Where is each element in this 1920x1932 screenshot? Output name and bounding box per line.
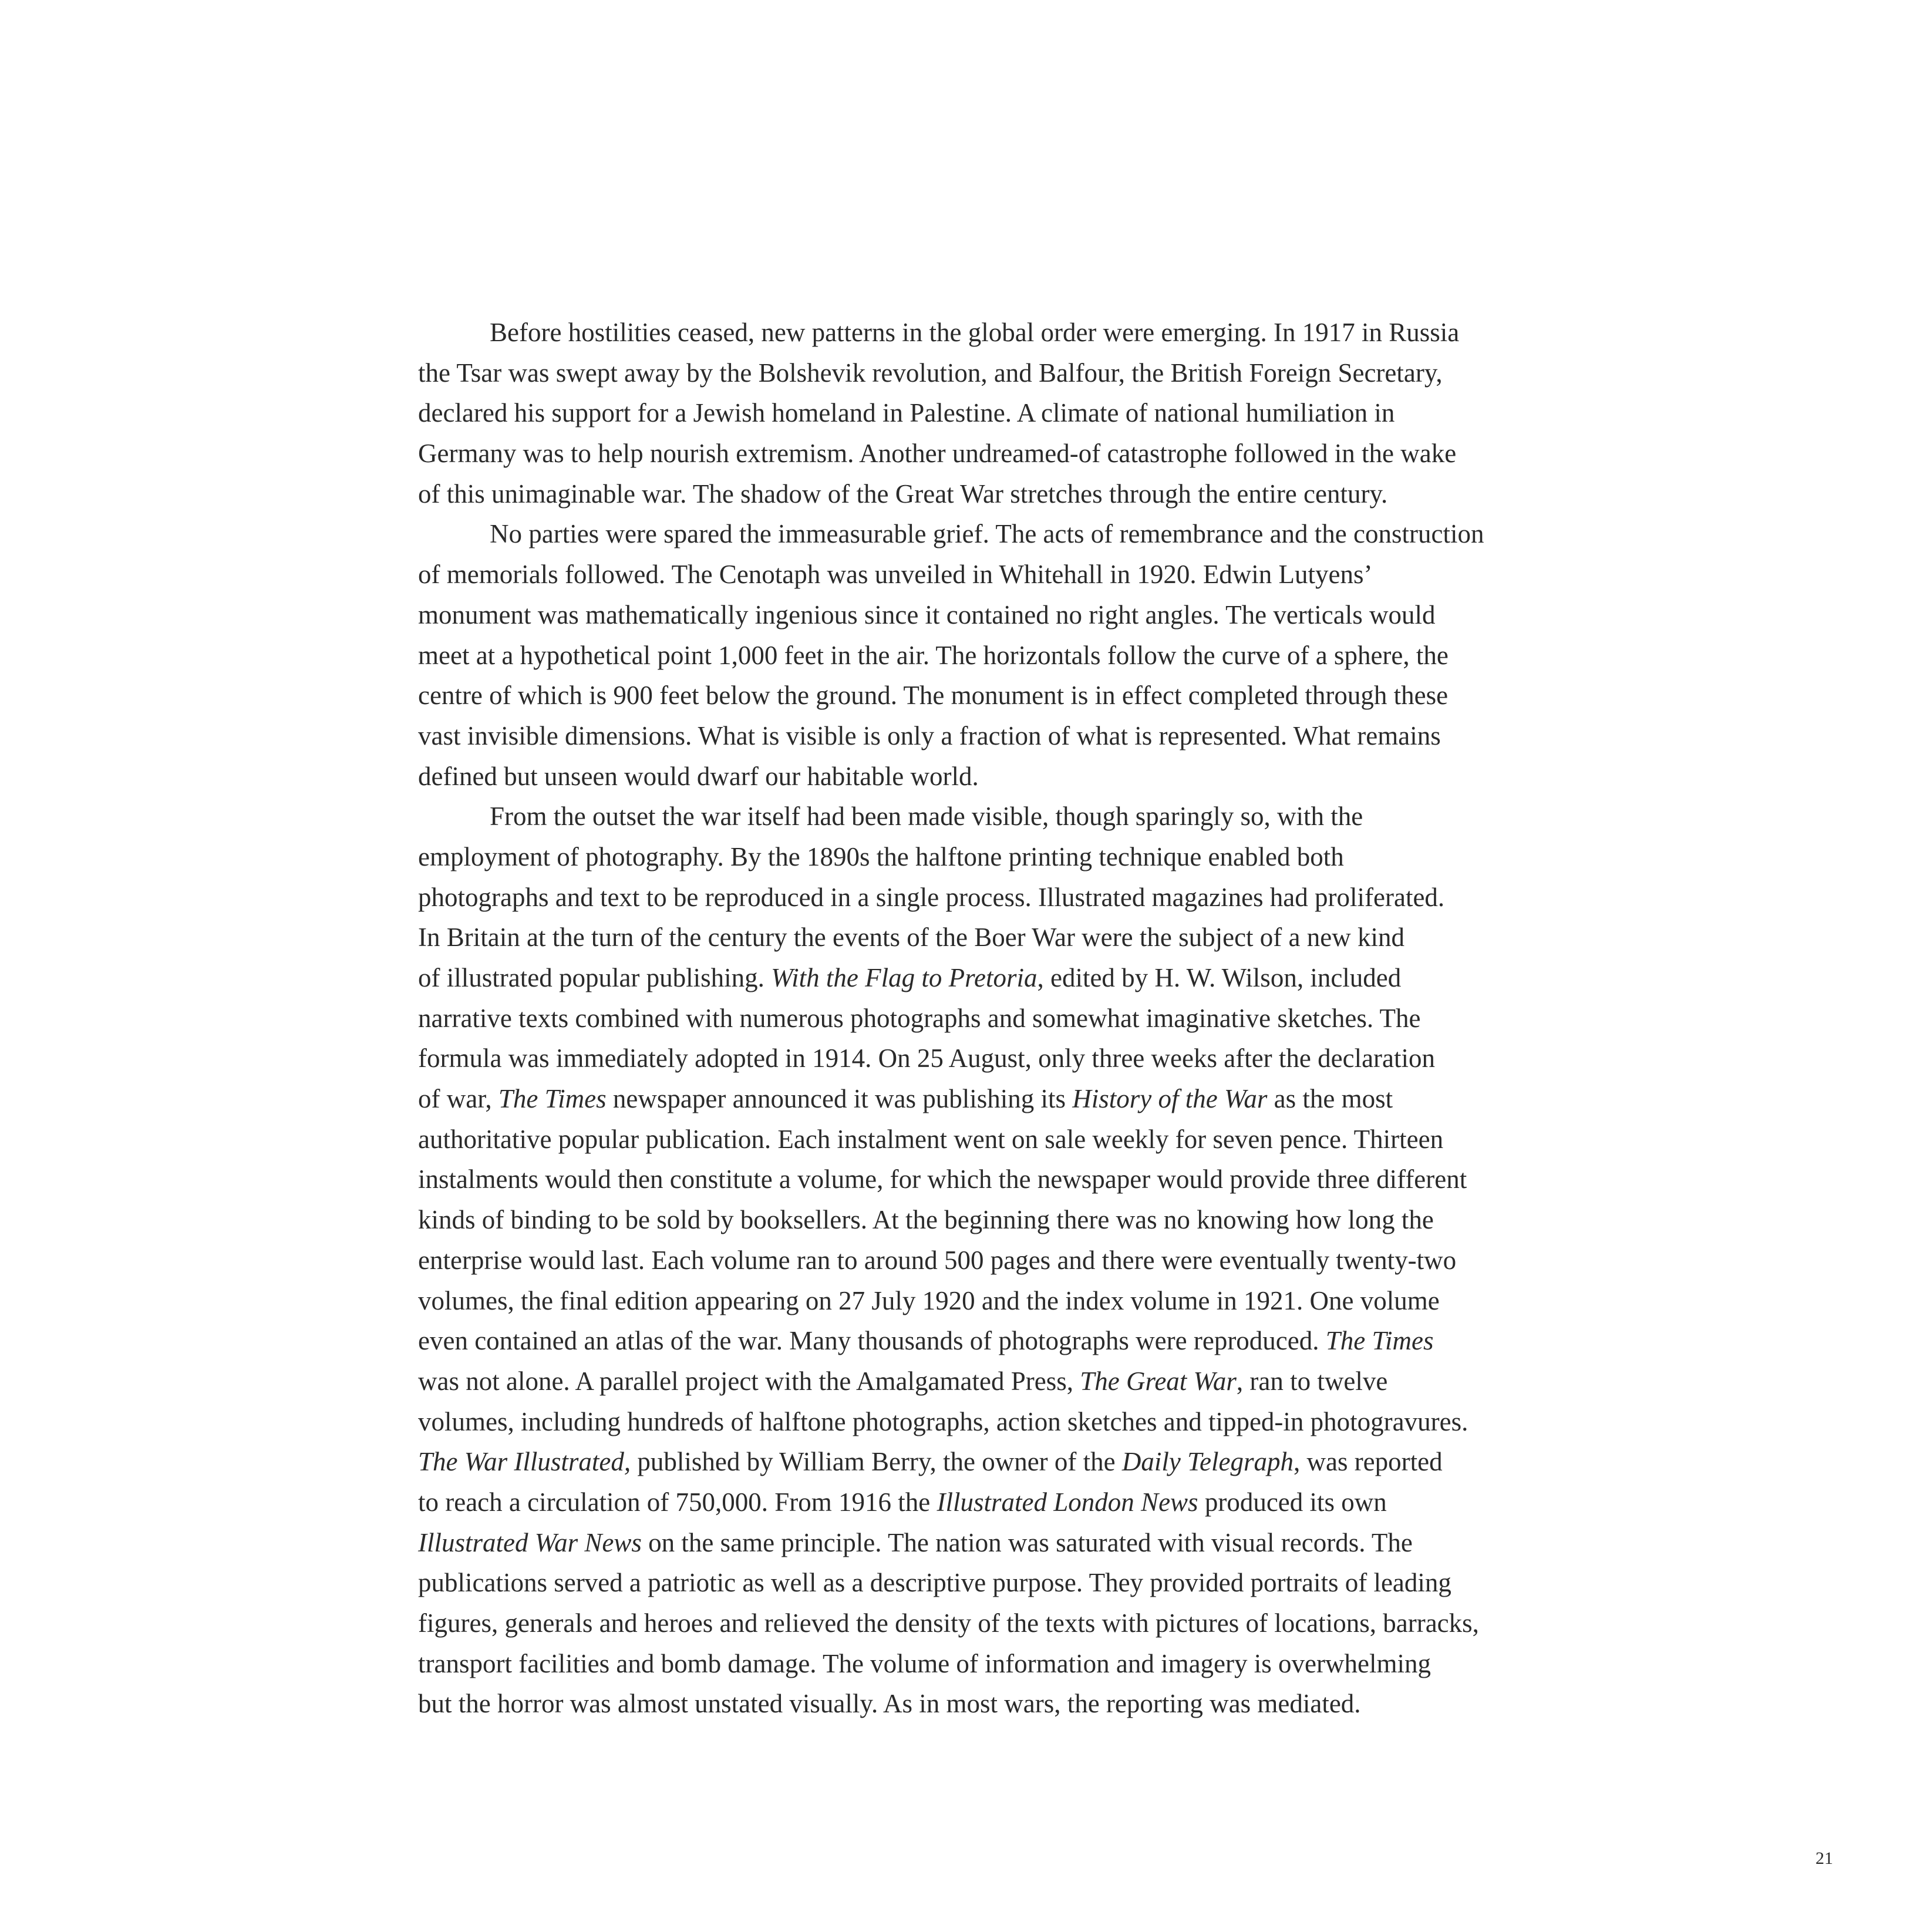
text-line: [418, 1321, 1569, 1361]
text-line: [418, 998, 1569, 1039]
text-line: [418, 796, 1569, 837]
text-segment: produced its own: [1198, 1487, 1387, 1517]
text-segment: even contained an atlas of the war. Many thousands of photographs were reproduced.: [418, 1326, 1326, 1356]
text-segment: of war,: [418, 1084, 498, 1114]
text-segment: formula was immediately adopted in 1914. On 25 August, only three weeks after the declaration: [418, 1044, 1436, 1073]
text-segment: vast invisible dimensions. What is visible is only a fraction of what is represented. What remains: [418, 721, 1441, 750]
text-segment: but the horror was almost unstated visually. As in most wars, the reporting was mediated.: [418, 1689, 1361, 1719]
text-segment: monument was mathematically ingenious since it contained no right angles. The verticals would: [418, 600, 1436, 630]
text-segment: volumes, including hundreds of halftone photographs, action sketches and tipped-in photogravures.: [418, 1406, 1468, 1436]
text-line: [418, 1079, 1569, 1119]
text-line: [418, 514, 1569, 554]
italic-title: The War Illustrated,: [418, 1447, 631, 1477]
text-segment: to reach a circulation of 750,000. From 1916 the: [418, 1487, 937, 1517]
text-line: [418, 1523, 1569, 1563]
text-line: [418, 1361, 1569, 1402]
text-segment: From the outset the war itself had been made visible, though sparingly so, with the: [490, 802, 1363, 832]
text-segment: published by William Berry, the owner of the: [631, 1447, 1122, 1477]
text-segment: of memorials followed. The Cenotaph was unveiled in Whitehall in 1920. Edwin Lutyens’: [418, 560, 1373, 590]
text-line: [418, 595, 1569, 635]
text-segment: was not alone. A parallel project with the Amalgamated Press,: [418, 1366, 1080, 1396]
text-line: [418, 756, 1569, 797]
text-line: [418, 1442, 1569, 1482]
page-number: 21: [1815, 1849, 1833, 1868]
text-line: [418, 554, 1569, 595]
italic-title: The Times: [498, 1084, 607, 1114]
italic-title: Daily Telegraph: [1121, 1447, 1294, 1477]
text-segment: enterprise would last. Each volume ran to around 500 pages and there were eventually twenty-two: [418, 1245, 1457, 1275]
text-line: [418, 716, 1569, 756]
text-segment: Germany was to help nourish extremism. Another undreamed-of catastrophe followed in the wake: [418, 439, 1457, 469]
italic-title: The Great War: [1080, 1366, 1237, 1396]
text-segment: , ran to twelve: [1236, 1366, 1388, 1396]
body-text: [418, 312, 1569, 1724]
text-segment: In Britain at the turn of the century the events of the Boer War were the subject of a new kind: [418, 923, 1404, 952]
text-line: [418, 917, 1569, 958]
text-segment: authoritative popular publication. Each instalment went on sale weekly for seven pence. Thirteen: [418, 1124, 1444, 1154]
text-line: [418, 1281, 1569, 1321]
text-line: [418, 1240, 1569, 1281]
text-segment: of this unimaginable war. The shadow of the Great War stretches through the entire century.: [418, 479, 1388, 509]
text-segment: transport facilities and bomb damage. The volume of information and imagery is overwhelming: [418, 1648, 1431, 1678]
text-segment: instalments would then constitute a volume, for which the newspaper would provide three different: [418, 1164, 1467, 1194]
text-segment: figures, generals and heroes and relieved the density of the texts with pictures of locations, barracks,: [418, 1608, 1479, 1638]
text-segment: Before hostilities ceased, new patterns in the global order were emerging. In 1917 in Russia: [490, 318, 1460, 347]
text-segment: declared his support for a Jewish homeland in Palestine. A climate of national humiliation in: [418, 398, 1395, 428]
italic-title: Illustrated London News: [937, 1487, 1198, 1517]
text-line: [418, 837, 1569, 877]
text-segment: , edited by H. W. Wilson, included: [1037, 963, 1402, 992]
text-line: [418, 1563, 1569, 1603]
text-line: [418, 393, 1569, 433]
text-line: [418, 1159, 1569, 1200]
text-line: [418, 1038, 1569, 1079]
text-segment: of illustrated popular publishing.: [418, 963, 772, 992]
text-segment: centre of which is 900 feet below the ground. The monument is in effect completed through these: [418, 681, 1449, 711]
italic-title: With the Flag to Pretoria: [771, 963, 1038, 992]
text-segment: on the same principle. The nation was saturated with visual records. The: [641, 1527, 1413, 1557]
text-segment: newspaper announced it was publishing its: [606, 1084, 1073, 1114]
text-line: [418, 1603, 1569, 1644]
text-line: [418, 353, 1569, 393]
text-line: [418, 1200, 1569, 1240]
text-segment: as the most: [1267, 1084, 1393, 1114]
text-segment: volumes, the final edition appearing on 27 July 1920 and the index volume in 1921. One volume: [418, 1285, 1440, 1315]
text-line: [418, 1119, 1569, 1160]
text-line: [418, 474, 1569, 514]
text-segment: No parties were spared the immeasurable grief. The acts of remembrance and the construction: [490, 519, 1484, 549]
text-segment: the Tsar was swept away by the Bolshevik revolution, and Balfour, the British Foreign Secretary,: [418, 358, 1443, 388]
text-line: [418, 675, 1569, 716]
italic-title: Illustrated War News: [418, 1527, 642, 1557]
text-line: [418, 1644, 1569, 1684]
text-segment: employment of photography. By the 1890s the halftone printing technique enabled both: [418, 842, 1344, 871]
text-line: [418, 958, 1569, 998]
text-segment: meet at a hypothetical point 1,000 feet in the air. The horizontals follow the curve of a sphere, the: [418, 640, 1449, 670]
italic-title: History of the War: [1072, 1084, 1268, 1114]
text-segment: publications served a patriotic as well as a descriptive purpose. They provided portraits of leading: [418, 1568, 1451, 1598]
text-segment: narrative texts combined with numerous photographs and somewhat imaginative sketches. The: [418, 1003, 1421, 1033]
text-line: [418, 877, 1569, 918]
italic-title: The Times: [1325, 1326, 1434, 1356]
text-line: [418, 433, 1569, 474]
text-line: [418, 1684, 1569, 1724]
text-segment: photographs and text to be reproduced in a single process. Illustrated magazines had proliferated.: [418, 882, 1445, 912]
text-segment: kinds of binding to be sold by booksellers. At the beginning there was no knowing how long the: [418, 1205, 1434, 1235]
text-line: [418, 312, 1569, 353]
text-line: [418, 1402, 1569, 1442]
text-line: [418, 1482, 1569, 1523]
text-segment: defined but unseen would dwarf our habitable world.: [418, 761, 979, 791]
text-line: [418, 635, 1569, 676]
text-segment: , was reported: [1293, 1447, 1443, 1477]
